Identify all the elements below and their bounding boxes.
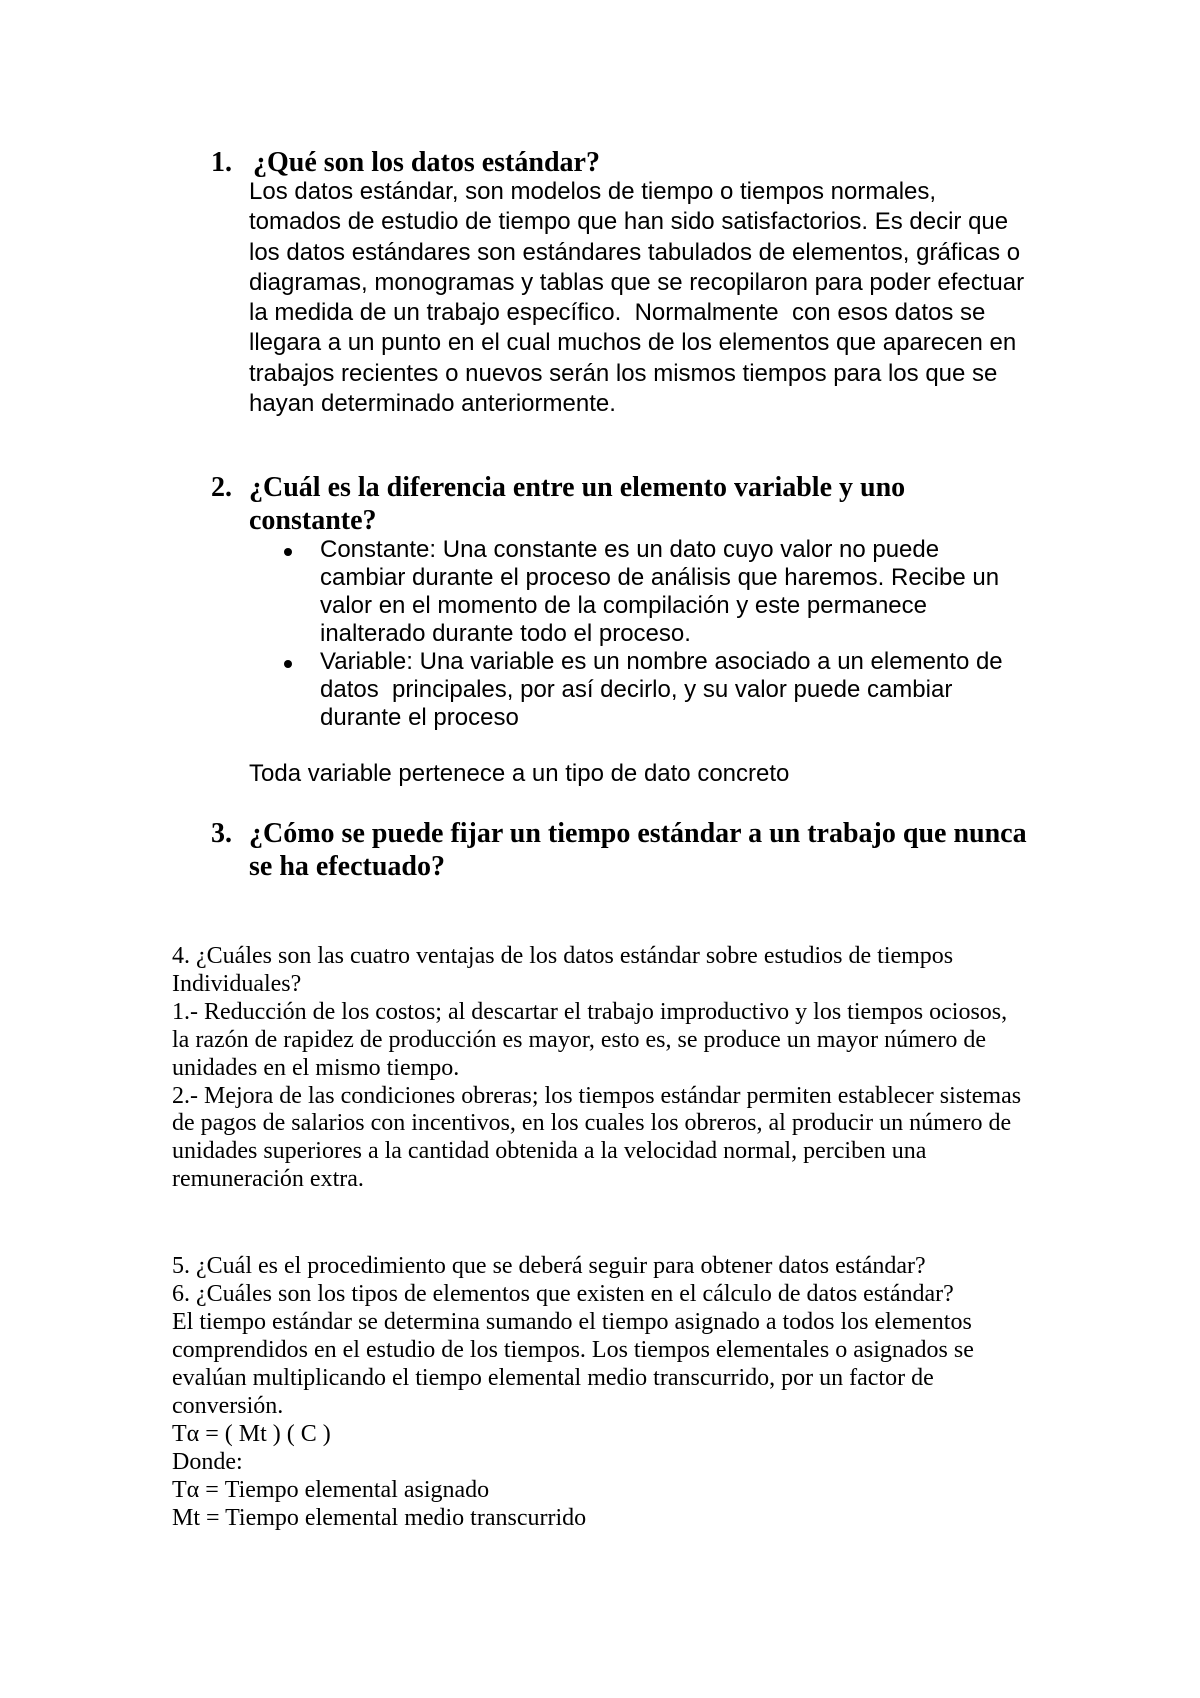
question-heading-line: ¿Qué son los datos estándar?: [253, 147, 600, 178]
paragraph-line: unidades superiores a la cantidad obtenida a la velocidad normal, perciben una: [172, 1138, 927, 1165]
paragraph-line: 2.- Mejora de las condiciones obreras; los tiempos estándar permiten establecer sistemas: [172, 1082, 1022, 1109]
bullet-icon: [284, 548, 292, 556]
paragraph-line: El tiempo estándar se determina sumando el tiempo asignado a todos los elementos: [172, 1309, 972, 1335]
answer-line: los datos estándares son estándares tabulados de elementos, gráficas o: [249, 238, 1021, 266]
question-heading-line: ¿Cómo se puede fijar un tiempo estándar a un trabajo que nunca: [249, 818, 1027, 849]
note-line: Toda variable pertenece a un tipo de dato concreto: [249, 760, 790, 787]
question-heading-line: constante?: [249, 505, 377, 536]
bullet-icon: [284, 660, 292, 668]
advantages-paragraph: [172, 943, 1021, 1194]
paragraph-line: 6. ¿Cuáles son los tipos de elementos que existen en el cálculo de datos estándar?: [172, 1281, 954, 1307]
bullet-text: [320, 536, 999, 648]
paragraph-line: Donde:: [172, 1449, 243, 1475]
bullet-line: durante el proceso: [320, 704, 519, 731]
question-heading: [249, 471, 905, 537]
paragraph-line: la razón de rapidez de producción es mayor, esto es, se produce un mayor número de: [172, 1026, 987, 1053]
answer-line: trabajos recientes o nuevos serán los mismos tiempos para los que se: [249, 359, 998, 387]
answer-line: tomados de estudio de tiempo que han sido satisfactorios. Es decir que: [249, 208, 1009, 236]
paragraph-line: 4. ¿Cuáles son las cuatro ventajas de los datos estándar sobre estudios de tiempos: [172, 943, 954, 969]
bullet-list: [284, 536, 1003, 732]
paragraph-line: unidades en el mismo tiempo.: [172, 1054, 460, 1081]
bullet-item-constante: [284, 536, 1003, 648]
paragraph-line: remuneración extra.: [172, 1166, 364, 1193]
paragraph-line: 1.- Reducción de los costos; al descartar el trabajo improductivo y los tiempos ociosos,: [172, 998, 1008, 1025]
paragraph-line: 5. ¿Cuál es el procedimiento que se deberá seguir para obtener datos estándar?: [172, 1253, 926, 1279]
formula-line: Tα = ( Mt ) ( C ): [172, 1421, 331, 1447]
definition-line: Mt = Tiempo elemental medio transcurrido: [172, 1505, 587, 1531]
question-heading: [249, 817, 1027, 883]
paragraph-line: evalúan multiplicando el tiempo elemental medio transcurrido, por un factor de: [172, 1365, 934, 1391]
question-number: 3.: [211, 818, 232, 849]
answer-paragraph: [249, 177, 1024, 419]
bullet-line: Constante: Una constante es un dato cuyo valor no puede: [320, 536, 940, 563]
bullet-line: cambiar durante el proceso de análisis que haremos. Recibe un: [320, 564, 1000, 591]
answer-line: diagramas, monogramas y tablas que se recopilaron para poder efectuar: [249, 268, 1025, 296]
bullet-item-variable: [284, 648, 1003, 732]
answer-line: llegara a un punto en el cual muchos de los elementos que aparecen en: [249, 329, 1017, 357]
bullet-line: inalterado durante todo el proceso.: [320, 620, 691, 647]
paragraph-line: de pagos de salarios con incentivos, en los cuales los obreros, al producir un número de: [172, 1110, 1012, 1137]
bullet-text: [320, 648, 1003, 732]
question-number: 2.: [211, 472, 232, 503]
answer-line: la medida de un trabajo específico. Normalmente con esos datos se: [249, 299, 986, 327]
paragraph-line: conversión.: [172, 1393, 284, 1419]
bullet-line: valor en el momento de la compilación y este permanece: [320, 592, 927, 619]
definition-line: Tα = Tiempo elemental asignado: [172, 1477, 490, 1503]
procedure-paragraph: [172, 1252, 974, 1532]
question-heading-line: ¿Cuál es la diferencia entre un elemento variable y uno: [249, 472, 906, 503]
question-number: 1.: [211, 147, 232, 178]
answer-line: hayan determinado anteriormente.: [249, 390, 616, 418]
bullet-line: Variable: Una variable es un nombre asociado a un elemento de: [320, 648, 1003, 675]
paragraph-line: comprendidos en el estudio de los tiempos. Los tiempos elementales o asignados se: [172, 1337, 974, 1363]
answer-line: Los datos estándar, son modelos de tiempo o tiempos normales,: [249, 178, 937, 205]
question-heading: [253, 147, 600, 179]
question-heading-line: se ha efectuado?: [249, 851, 445, 882]
paragraph-line: Individuales?: [172, 970, 302, 997]
bullet-line: datos principales, por así decirlo, y su valor puede cambiar: [320, 676, 953, 703]
